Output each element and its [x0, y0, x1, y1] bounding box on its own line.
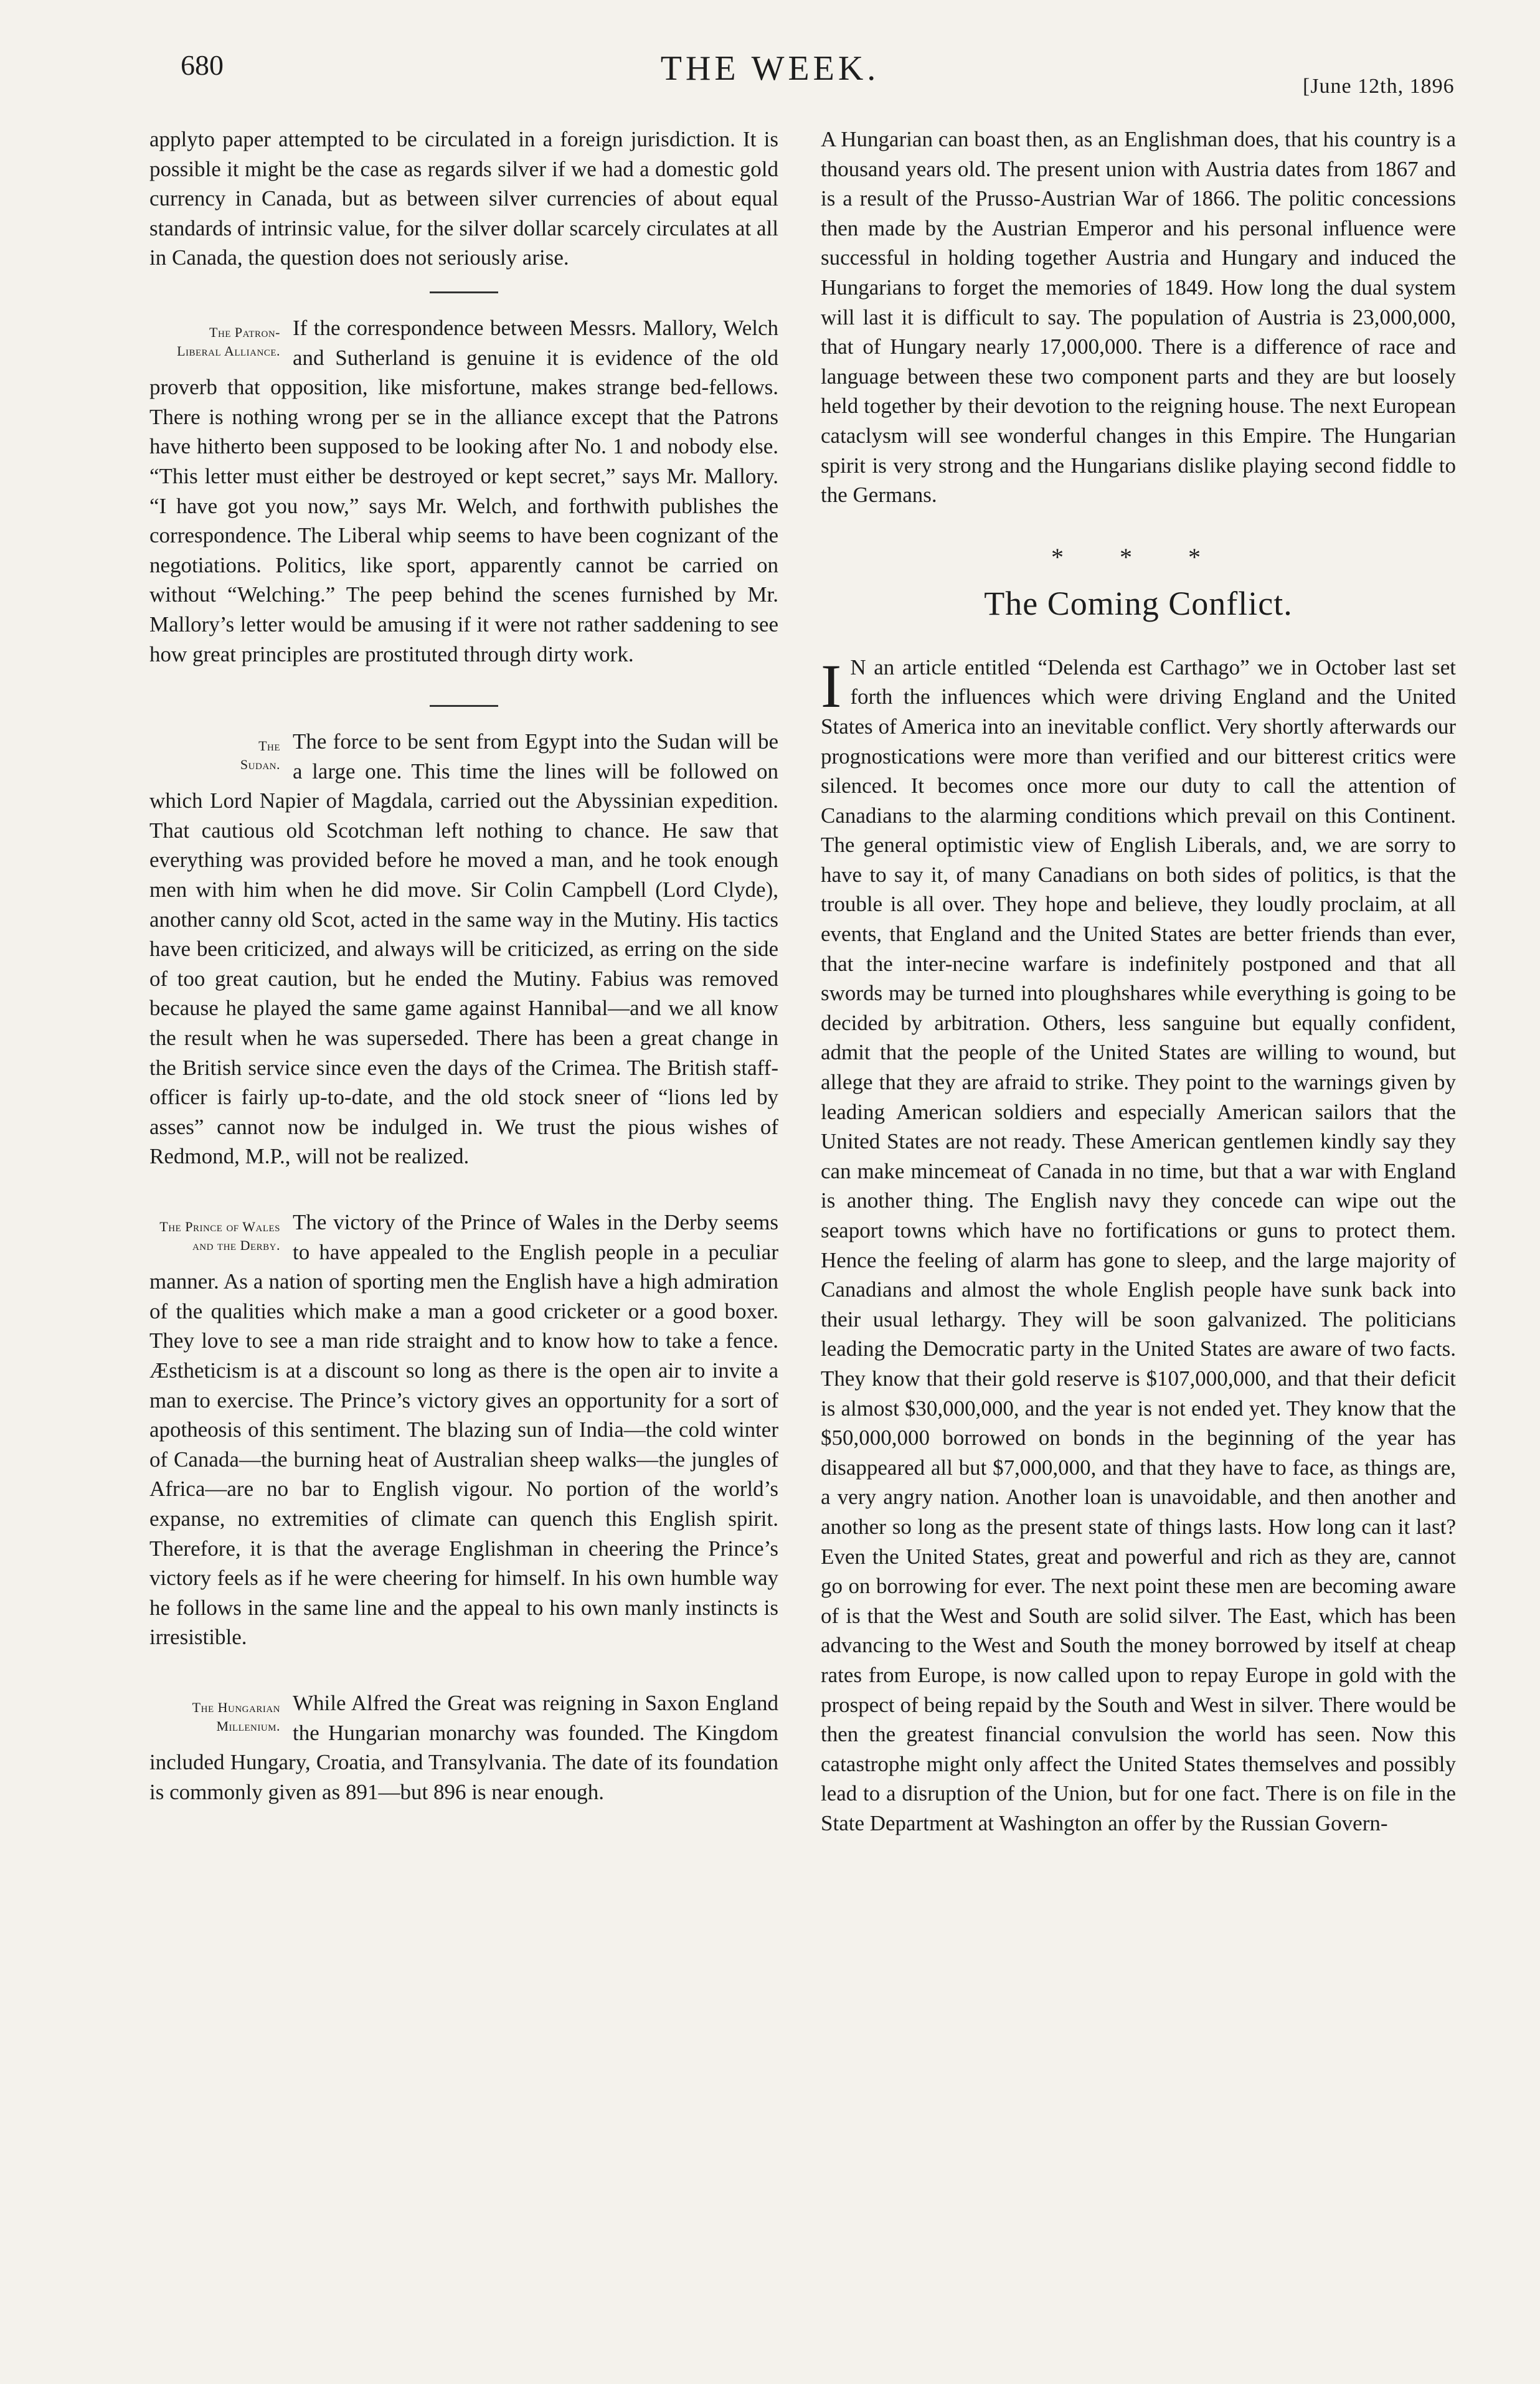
section-patron-liberal-alliance: [149, 313, 778, 669]
issue-date: [June 12th, 1896: [1303, 75, 1455, 98]
page-number: 680: [181, 49, 224, 81]
sidenote-line: The Hungarian: [192, 1699, 280, 1715]
article-coming-conflict: [821, 653, 1456, 1838]
sidenote-line: The: [258, 738, 280, 754]
section-sudan: [149, 727, 778, 1171]
asterism-divider: * * *: [1051, 542, 1226, 571]
opening-paragraph: applyto paper attempted to be circulated in a foreign jurisdiction. It is possible it might be the case as regards silver if we had a domestic gold currency in Canada, but as between silver currencies of about equal standards of intrinsic value, for the silver dollar scarcely circulates at all in Canada, the question does not seriously arise.: [149, 127, 778, 270]
section-divider: [430, 705, 498, 707]
drop-cap: I: [821, 651, 842, 721]
section-text: While Alfred the Great was reigning in Saxon England the Hungarian monarchy was founded. The Kingdom included Hungary, Croatia, and Transylvania. The date of its foundation is commonly given as 891—but 896 is near enough.: [149, 1690, 778, 1804]
right-column: [821, 125, 1456, 1838]
sidenote-patron-liberal-alliance: [125, 323, 280, 361]
sidenote-line: Liberal Alliance.: [177, 343, 280, 359]
left-column: [149, 125, 778, 1843]
sidenote-line: The Prince of Wales: [159, 1219, 280, 1234]
article-title: The Coming Conflict.: [984, 584, 1293, 622]
sidenote-prince-derby: [125, 1218, 280, 1255]
section-text: The force to be sent from Egypt into the Sudan will be a large one. This time the lines will be followed on which Lord Napier of Magdala, carried out the Abyssinian expedition. That cautious old Scotchman left nothing to chance. He saw that everything was provided before he moved a man, and he took enough men with him when he did move. Sir Colin Campbell (Lord Clyde), another canny old Scot, acted in the same way in the Mutiny. His tactics have been criticized, and always will be criticized, as erring on the side of too great caution, but he ended the Mutiny. Fabius was removed because he played the same game against Hannibal—and we all know the result when he was superseded. There has been a great change in the British service since even the days of the Crimea. The British staff-officer is fairly up-to-date, and the old stock sneer of “lions led by asses” cannot now be indulged in. We trust the pious wishes of Redmond, M.P., will not be realized.: [149, 729, 778, 1169]
section-prince-derby: [149, 1208, 778, 1652]
article-body: N an article entitled “Delenda est Carthago” we in October last set forth the influences which were driving England and the United States of America into an inevitable conflict. Very shortly afterwards our prognostications were more than verified and our bitterest critics were silenced. It becomes once more our duty to call the attention of Canadians to the alarming conditions which prevail on this Continent. The general optimistic view of English Liberals, and, we are sorry to have to say it, of many Canadians on both sides of politics, is that the trouble is all over. They hope and believe, they loudly proclaim, at all events, that England and the United States are better friends than ever, that the inter-necine warfare is indefinitely postponed and that all swords may be turned into ploughshares while everything is going to be decided by arbitration. Others, less sanguine but equally confident, admit that the people of the United States are willing to wound, but allege that they are afraid to strike. They point to the warnings given by leading American soldiers and especially American sailors that the United States are not ready. These American gentlemen kindly say they can make mincemeat of Canada in no time, but that a war with England is another thing. The English navy they concede can wipe out the seaport towns which have no fortifications or guns to protect them. Hence the feeling of alarm has gone to sleep, and the large majority of Canadians and almost the whole English people have sunk back into their usual lethargy. They will be soon galvanized. The politicians leading the Democratic party in the United States are aware of two facts. They know that their gold reserve is $107,000,000, and that their deficit is almost $30,000,000, and the year is not ended yet. They know that the $50,000,000 borrowed on bonds in the beginning of the year has disappeared all but $7,000,000, and that they have to face, as things are, a very angry nation. Another loan is unavoidable, and then another and another so long as the present state of things lasts. How long can it last? Even the United States, great and powerful and rich as they are, cannot go on borrowing for ever. The next point these men are becoming aware of is that the West and South are solid silver. The East, which has been advancing to the West and South the money borrowed by itself at cheap rates from Europe, is now called upon to repay Europe in gold with the prospect of being repaid by the South and West in silver. There would be then the greatest financial convulsion the world has seen. Now this catastrophe might only affect the United States themselves and possibly lead to a disruption of the Union, but for one fact. There is on file in the State Department at Washington an offer by the Russian Govern-: [821, 655, 1456, 1835]
section-divider: [430, 291, 498, 293]
sidenote-line: The Patron-: [209, 324, 280, 340]
sidenote-sudan: [125, 737, 280, 774]
section-text: The victory of the Prince of Wales in the Derby seems to have appealed to the English people in a peculiar manner. As a nation of sporting men the English have a high admiration of the qualities which make a man a good cricketer or a good boxer. They love to see a man ride straight and to know how to take a fence. Æstheticism is at a discount so long as there is the open air to invite a man to exercise. The Prince’s victory gives an opportunity for a sort of apotheosis of this sentiment. The blazing sun of India—the cold winter of Canada—the burning heat of Australian sheep walks—the jungles of Africa—are no bar to English vigour. No portion of the world’s expanse, no extremities of climate can quench this English spirit. Therefore, it is that the average Englishman in cheering the Prince’s victory feels as if he were cheering for himself. In his own humble way he follows in the same line and the appeal to his own manly instincts is irresistible.: [149, 1210, 778, 1650]
section-hungarian-millenium: [149, 1688, 778, 1807]
sidenote-hungarian-millenium: [125, 1698, 280, 1736]
section-text: If the correspondence between Messrs. Mallory, Welch and Sutherland is genuine it is evidence of the old proverb that opposition, like misfortune, makes strange bed-fellows. There is nothing wrong per se in the alliance except that the Patrons have hitherto been supposed to be looking after No. 1 and nobody else. “This letter must either be destroyed or kept secret,” says Mr. Mallory. “I have got you now,” says Mr. Welch, and forthwith publishes the correspondence. The Liberal whip seems to have been cognizant of the negotiations. Politics, like sport, apparently cannot be carried on without “Welching.” The peep behind the scenes furnished by Mr. Mallory’s letter would be amusing if it were not rather saddening to see how great principles are prostituted through dirty work.: [149, 315, 778, 666]
masthead-title: THE WEEK.: [660, 49, 880, 88]
sidenote-line: Millenium.: [216, 1718, 280, 1734]
hungarian-continuation: A Hungarian can boast then, as an Englishman does, that his country is a thousand years old. The present union with Austria dates from 1867 and is a result of the Prusso-Austrian War of 1866. The politic concessions then made by the Austrian Emperor and his personal influence were successful in holding together Austria and Hungary and induced the Hungarians to forget the memories of 1849. How long the dual system will last it is difficult to say. The population of Austria is 23,000,000, that of Hungary nearly 17,000,000. There is a difference of race and language between these two component parts and they are but loosely held together by their devotion to the reigning house. The next European cataclysm will see wonderful changes in this Empire. The Hungarian spirit is very strong and the Hungarians dislike playing second fiddle to the Germans.: [821, 127, 1456, 508]
sidenote-line: and the Derby.: [192, 1237, 280, 1253]
sidenote-line: Sudan.: [240, 757, 280, 773]
